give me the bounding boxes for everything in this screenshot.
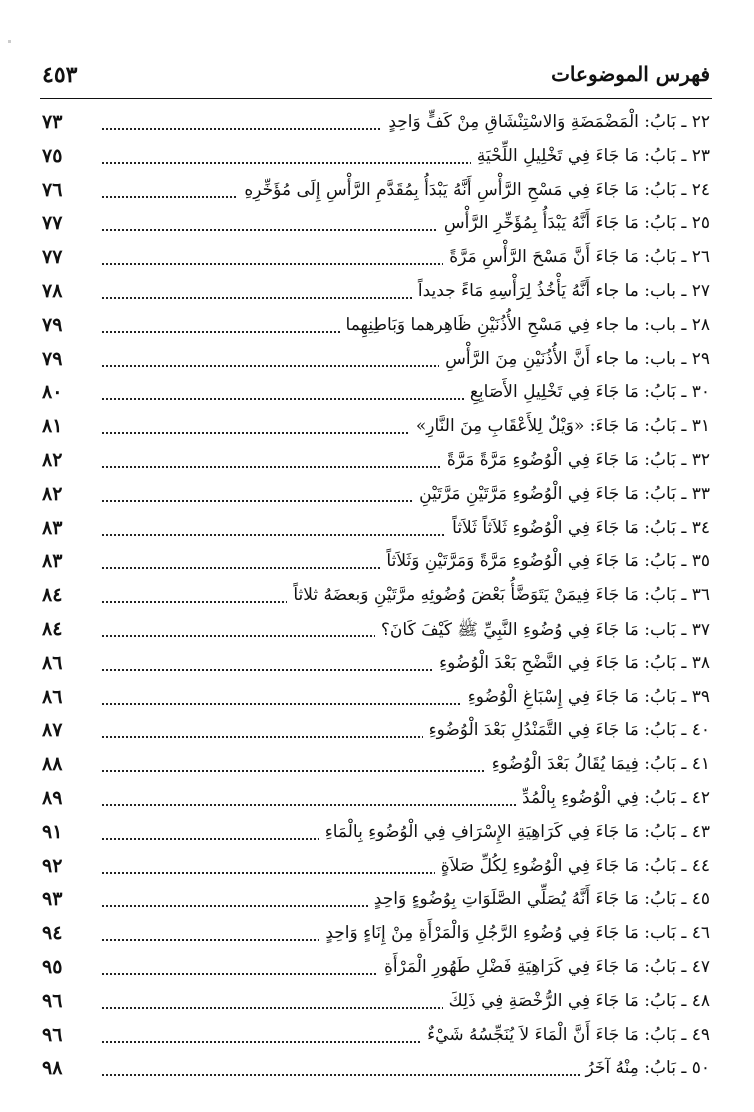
toc-entry-title: ٣٠ ـ بَابُ: مَا جَاءَ فِي تَخْلِيلِ الأَصَابِعِ bbox=[464, 382, 710, 402]
toc-entry-page: ٧٦ bbox=[42, 179, 66, 201]
page-title: فهرس الموضوعات bbox=[551, 62, 710, 86]
toc-entry bbox=[40, 683, 712, 713]
toc-entry-title: ٤٥ ـ بَابُ: مَا جَاءَ أَنَّهُ يُصَلِّي الصَّلَوَاتِ بِوُضُوءٍ وَاحِدٍ bbox=[368, 889, 710, 909]
toc-entry bbox=[40, 784, 712, 814]
toc-entry bbox=[40, 243, 712, 273]
toc-entry-title: ٣٢ ـ بَابُ: مَا جَاءَ فِي الْوُضُوءِ مَرَّةً مَرَّةً bbox=[441, 450, 710, 470]
toc-entry bbox=[40, 412, 712, 442]
toc-entry-page: ٩٣ bbox=[42, 888, 66, 910]
toc-entry-title: ٥٠ ـ بَابُ: مِنْهُ آخَرُ bbox=[580, 1058, 710, 1078]
toc-entry-page: ٨٩ bbox=[42, 787, 66, 809]
toc-entry-page: ٧٨ bbox=[42, 280, 66, 302]
toc-entry bbox=[40, 142, 712, 172]
page-header bbox=[40, 56, 712, 96]
toc-entry-page: ٨٨ bbox=[42, 753, 66, 775]
toc-entry-title: ٣٤ ـ بَابُ: مَا جَاءَ فِي الْوُضُوءِ ثَلاَثاً ثَلاَثاً bbox=[446, 518, 710, 538]
toc-entry bbox=[40, 953, 712, 983]
toc-entry-page: ٩٨ bbox=[42, 1057, 66, 1079]
toc-entry-page: ٨٣ bbox=[42, 550, 66, 572]
toc-entry-page: ٨٦ bbox=[42, 686, 66, 708]
toc-entry-title: ٣٨ ـ بَابُ: مَا جَاءَ فِي النَّضْحِ بَعْدَ الْوُضُوءِ bbox=[433, 653, 710, 673]
toc-entry-page: ٩٦ bbox=[42, 1024, 66, 1046]
toc-entry bbox=[40, 716, 712, 746]
toc-entry-page: ٨١ bbox=[42, 415, 66, 437]
toc-entry-page: ٨٢ bbox=[42, 449, 66, 471]
header-rule bbox=[40, 98, 712, 99]
dot-leader bbox=[102, 1074, 652, 1076]
toc-entry bbox=[40, 378, 712, 408]
toc-entry-title: ٣٣ ـ بَابُ: مَا جَاءَ فِي الْوُضُوءِ مَرَّتَيْنِ مَرَّتَيْنِ bbox=[413, 484, 710, 504]
toc-entry-title: ٤٠ ـ بَابُ: مَا جَاءَ فِي التَّمَنْدُلِ بَعْدَ الْوُضُوءِ bbox=[423, 720, 710, 740]
toc-entry-title: ٤٨ ـ بَابُ: مَا جَاءَ فِي الرُّخْصَةِ فِي ذَلِكَ bbox=[443, 991, 710, 1011]
toc-entry-page: ٨٣ bbox=[42, 517, 66, 539]
toc-entry-page: ٩٦ bbox=[42, 990, 66, 1012]
toc-entry bbox=[40, 1054, 712, 1084]
table-of-contents bbox=[40, 108, 712, 1108]
toc-entry bbox=[40, 852, 712, 882]
toc-entry bbox=[40, 885, 712, 915]
toc-entry-page: ٨٧ bbox=[42, 719, 66, 741]
toc-entry-title: ٢٥ ـ بَابُ: مَا جَاءَ أَنَّهُ يَبْدَأُ بِمُؤَخِّرِ الرَّأْسِ bbox=[438, 213, 710, 233]
toc-entry bbox=[40, 209, 712, 239]
toc-entry-title: ٤٩ ـ بَابُ: مَا جَاءَ أَنَّ الْمَاءَ لاَ يُنَجِّسُهُ شَيْءٌ bbox=[421, 1025, 710, 1045]
toc-entry-page: ٨٠ bbox=[42, 381, 66, 403]
toc-entry bbox=[40, 987, 712, 1017]
toc-entry bbox=[40, 345, 712, 375]
toc-entry bbox=[40, 108, 712, 138]
toc-entry-page: ٩٢ bbox=[42, 855, 66, 877]
toc-entry-page: ٧٧ bbox=[42, 212, 66, 234]
toc-entry-page: ٨٤ bbox=[42, 584, 66, 606]
toc-entry-title: ٢٣ ـ بَابُ: مَا جَاءَ فِي تَخْلِيلِ اللِّحْيَةِ bbox=[471, 146, 710, 166]
page-number: ٤٥٣ bbox=[42, 62, 78, 88]
toc-entry-title: ٣٩ ـ بَابُ: مَا جَاءَ فِي إِسْبَاغِ الْوُضُوءِ bbox=[462, 687, 710, 707]
toc-entry bbox=[40, 311, 712, 341]
toc-entry-title: ٤٣ ـ بَابُ: مَا جَاءَ فِي كَرَاهِيَةِ الإِسْرَافِ فِي الْوُضُوءِ بِالْمَاءِ bbox=[319, 822, 710, 842]
toc-entry bbox=[40, 547, 712, 577]
toc-entry bbox=[40, 176, 712, 206]
toc-entry-title: ٢٨ ـ باب: ما جاء فِي مَسْحِ الأُذُنَيْنِ ظَاهِرهما وَبَاطِنِهِما bbox=[340, 315, 710, 335]
toc-entry-title: ٤٤ ـ بَابُ: مَا جَاءَ فِي الْوُضُوءِ لِكُلِّ صَلاَةٍ bbox=[435, 856, 710, 876]
toc-entry-title: ٢٩ ـ باب: ما جاء أَنَّ الأُذُنَيْنِ مِنَ الرَّأْسِ bbox=[439, 349, 710, 369]
toc-entry bbox=[40, 446, 712, 476]
toc-entry-title: ٤٦ ـ بَاب: مَا جَاءَ فِي وُضُوءِ الرَّجُلِ وَالْمَرْأَةِ مِنْ إِنَاءٍ وَاحِدٍ bbox=[319, 923, 710, 943]
toc-entry-title: ٢٢ ـ بَابُ: الْمَضْمَضَةِ وَالاسْتِنْشَاقِ مِنْ كَفٍّ وَاحِدٍ bbox=[382, 112, 710, 132]
toc-entry bbox=[40, 919, 712, 949]
toc-entry-page: ٧٩ bbox=[42, 314, 66, 336]
toc-entry-page: ٩٥ bbox=[42, 956, 66, 978]
toc-entry-page: ٨٢ bbox=[42, 483, 66, 505]
toc-entry-title: ٢٤ ـ بَابُ: مَا جَاءَ فِي مَسْحِ الرَّأْسِ أَنَّهُ يَبْدَأُ بِمُقَدَّمِ الرَّأْسِ إِلَى مُؤَخِّرِهِ bbox=[238, 180, 710, 200]
toc-entry bbox=[40, 750, 712, 780]
toc-entry-page: ٧٥ bbox=[42, 145, 66, 167]
toc-entry bbox=[40, 649, 712, 679]
toc-entry-page: ٧٣ bbox=[42, 111, 66, 133]
toc-entry-page: ٧٩ bbox=[42, 348, 66, 370]
toc-entry-title: ٣٦ ـ بَابُ: مَا جَاءَ فِيمَنْ يَتَوَضَّأُ بَعْضَ وُضُوئِهِ مرَّتَيْنِ وَبعضَهُ ثلاثاً bbox=[287, 585, 710, 605]
toc-entry-page: ٩٤ bbox=[42, 922, 66, 944]
toc-entry bbox=[40, 818, 712, 848]
toc-entry-title: ٣١ ـ بَابُ: مَا جَاءَ: «وَيْلٌ لِلأَعْقَابِ مِنَ النَّارِ» bbox=[410, 416, 710, 436]
toc-entry bbox=[40, 480, 712, 510]
toc-entry bbox=[40, 277, 712, 307]
toc-entry bbox=[40, 514, 712, 544]
toc-entry bbox=[40, 615, 712, 645]
toc-entry-page: ٨٤ bbox=[42, 618, 66, 640]
toc-entry-title: ٢٦ ـ بَابُ: مَا جَاءَ أَنَّ مَسْحَ الرَّأْسِ مَرَّةً bbox=[443, 247, 710, 267]
toc-entry-title: ٣٧ ـ بَاب: مَا جَاءَ فِي وُضُوءِ النَّبِيِّ ﷺ كَيْفَ كَانَ؟ bbox=[375, 619, 710, 644]
toc-entry-page: ٨٦ bbox=[42, 652, 66, 674]
toc-entry bbox=[40, 581, 712, 611]
toc-entry-title: ٣٥ ـ بَابُ: مَا جَاءَ فِي الْوُضُوءِ مَرَّةً وَمَرَّتَيْنِ وَثَلاَثاً bbox=[380, 551, 710, 571]
toc-entry-title: ٤٢ ـ بَابُ: فِي الْوُضُوءِ بِالْمُدِّ bbox=[516, 788, 710, 808]
toc-entry-title: ٤١ ـ بَابُ: فِيمَا يُقَالُ بَعْدَ الْوُضُوءِ bbox=[486, 754, 710, 774]
toc-entry-page: ٧٧ bbox=[42, 246, 66, 268]
toc-entry-title: ٢٧ ـ باب: ما جاء أَنَّهُ يَأْخُذُ لِرَأْسِهِ مَاءً جديداً bbox=[412, 281, 710, 301]
toc-entry bbox=[40, 1021, 712, 1051]
scan-speck bbox=[8, 40, 11, 43]
toc-entry-title: ٤٧ ـ بَابُ: مَا جَاءَ فِي كَرَاهِيَةِ فَضْلِ طَهُورِ الْمَرْأَةِ bbox=[378, 957, 710, 977]
toc-entry-page: ٩١ bbox=[42, 821, 66, 843]
